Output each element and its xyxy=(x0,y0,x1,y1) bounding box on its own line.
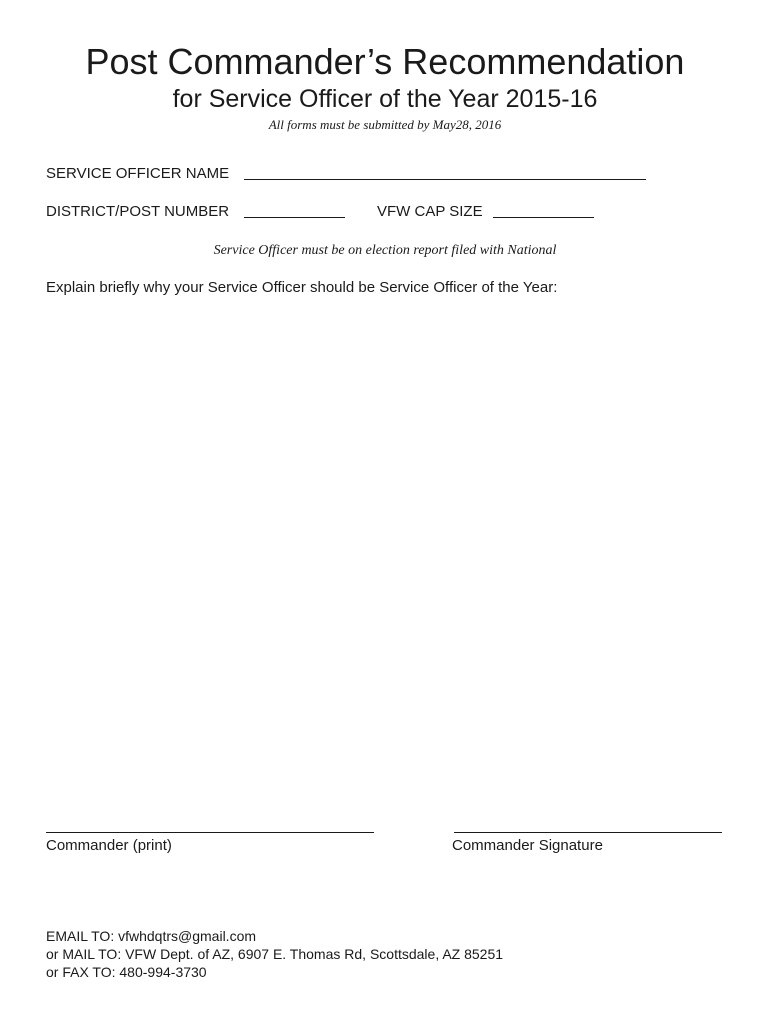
explanation-answer-area[interactable] xyxy=(46,305,722,815)
contact-email: EMAIL TO: vfwhdqtrs@gmail.com xyxy=(46,928,257,944)
service-officer-name-field[interactable] xyxy=(244,179,646,180)
election-report-note: Service Officer must be on election report filed with National xyxy=(213,243,557,258)
commander-print-label: Commander (print) xyxy=(46,837,172,854)
district-post-number-field[interactable] xyxy=(244,217,345,218)
commander-signature-line[interactable] xyxy=(454,832,722,833)
vfw-cap-size-field[interactable] xyxy=(493,217,594,218)
explanation-prompt: Explain briefly why your Service Officer should be Service Officer of the Year: xyxy=(46,279,558,296)
commander-print-line[interactable] xyxy=(46,832,374,833)
contact-fax: or FAX TO: 480-994-3730 xyxy=(46,964,207,980)
form-title: Post Commander’s Recommendation xyxy=(85,41,685,82)
vfw-cap-size-label: VFW CAP SIZE xyxy=(377,203,483,220)
submission-deadline: All forms must be submitted by May28, 2016 xyxy=(268,117,502,132)
commander-signature-label: Commander Signature xyxy=(452,837,603,854)
district-post-number-label: DISTRICT/POST NUMBER xyxy=(46,203,230,220)
form-subtitle: for Service Officer of the Year 2015-16 xyxy=(172,85,598,113)
contact-mail-address: or MAIL TO: VFW Dept. of AZ, 6907 E. Thomas Rd, Scottsdale, AZ 85251 xyxy=(46,946,504,962)
service-officer-name-label: SERVICE OFFICER NAME xyxy=(46,165,230,182)
